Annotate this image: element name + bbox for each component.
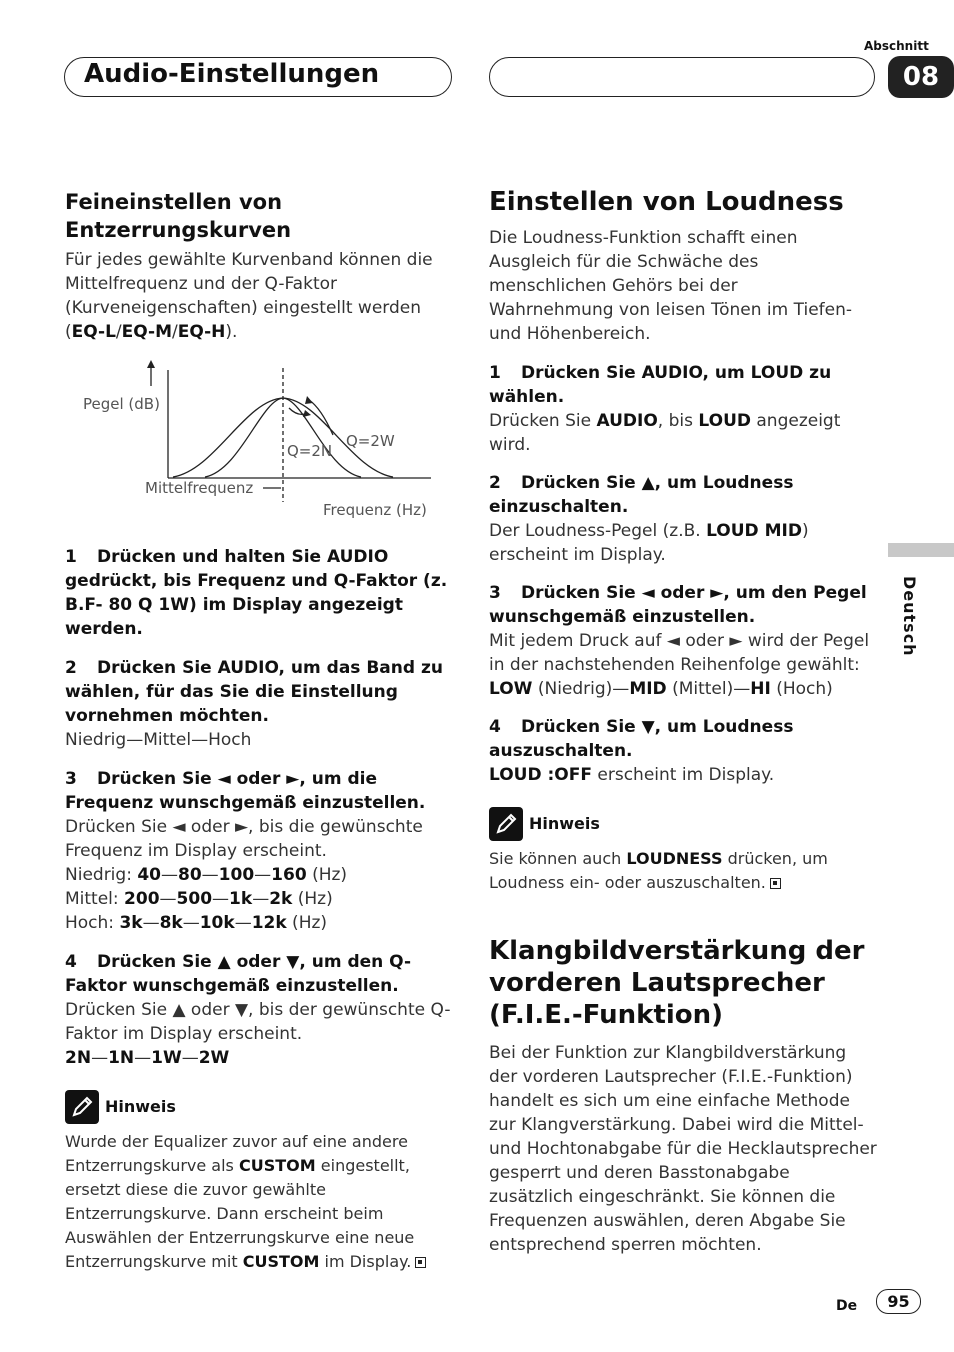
right-step-2-body — [489, 519, 879, 567]
step-title: Drücken Sie ▲, um Loudness einzuschalten. — [489, 473, 794, 517]
freq-value: 1k — [229, 889, 253, 909]
q-value: 2N — [65, 1048, 92, 1068]
left-note-header — [65, 1090, 455, 1124]
q-value: 2W — [198, 1048, 230, 1068]
q-value: 1N — [108, 1048, 135, 1068]
q2n-arrow-head — [303, 410, 311, 417]
page-number: 95 — [876, 1289, 921, 1314]
pencil-note-icon — [65, 1090, 99, 1124]
body-text: ) erscheint im Display. — [489, 521, 809, 565]
right-step-1 — [489, 361, 879, 409]
freq-row-label: Niedrig: — [65, 865, 138, 885]
end-mark-icon — [415, 1257, 426, 1268]
intro-text: Für jedes gewählte Kurvenband können die Mittelfrequenz und der Q-Faktor (Kurveneigenschaften) eingestellt werden ( — [65, 250, 433, 342]
header-blank-frame — [489, 57, 875, 97]
diagram-x-label: Frequenz (Hz) — [323, 501, 427, 519]
dash: — — [181, 1048, 199, 1068]
right-step-3-body: Mit jedem Druck auf ◄ oder ► wird der Pegel in der nachstehenden Reihenfolge gewählt: — [489, 631, 870, 675]
q-value: 1W — [151, 1048, 182, 1068]
freq-value: 10k — [199, 913, 235, 933]
fie-heading: Klangbildverstärkung der vorderen Lautsprecher (F.I.E.-Funktion) — [489, 936, 865, 1030]
dash: — — [252, 889, 270, 909]
freq-value: 8k — [159, 913, 183, 933]
language-tab-marker — [888, 543, 954, 557]
step-number: 3 — [65, 769, 77, 789]
step-title: Drücken Sie ▲ oder ▼, um den Q-Faktor wunschgemäß einzustellen. — [65, 952, 411, 996]
note-text: Wurde der Equalizer zuvor auf eine andere Entzerrungskurve als — [65, 1132, 408, 1175]
diagram-y-label: Pegel (dB) — [83, 395, 160, 413]
level-value: HI — [750, 679, 771, 699]
section-label: Abschnitt — [864, 39, 929, 53]
level-value: MID — [629, 679, 667, 699]
fie-body: Bei der Funktion zur Klangbildverstärkung der vorderen Lautsprecher (F.I.E.-Funktion) handelt es sich um eine einfache Methode zur Klangverstärkung. Dabei wird die Mittel- und Hochtonabgabe für die Hecklautsprecher gesperrt und deren Basstonabgabe zusätzlich eingeschränkt. Sie können die Frequenzen auswählen, deren Abgabe Sie entsprechend sperren möchten. — [489, 1043, 877, 1255]
step-title: Drücken Sie ◄ oder ►, um die Frequenz wunschgemäß einzustellen. — [65, 769, 426, 813]
left-step-4 — [65, 950, 455, 998]
intro-eq-h: EQ-H — [177, 322, 226, 342]
dash: — — [91, 1048, 109, 1068]
left-step-4-body: Drücken Sie ▲ oder ▼, bis der gewünschte Q-Faktor im Display erscheint. — [65, 1000, 451, 1044]
right-step-4-body — [489, 763, 879, 787]
step-title: Drücken Sie AUDIO, um LOUD zu wählen. — [489, 363, 832, 407]
level-desc: (Hoch) — [770, 679, 833, 699]
q-values-row — [65, 1046, 455, 1070]
diagram-center-label: Mittelfrequenz — [145, 479, 254, 497]
level-desc: (Niedrig)— — [532, 679, 630, 699]
dash: — — [182, 913, 200, 933]
loudness-heading: Einstellen von Loudness — [489, 187, 844, 217]
note-custom: CUSTOM — [242, 1252, 320, 1271]
note-text: im Display. — [319, 1252, 412, 1271]
left-intro — [65, 248, 455, 344]
right-step-4 — [489, 715, 829, 763]
step-title: Drücken Sie AUDIO, um das Band zu wählen, für das Sie die Einstellung vornehmen möchten. — [65, 658, 443, 726]
footer-language-code: De — [836, 1298, 858, 1314]
right-step-2 — [489, 471, 829, 519]
q2w-arrow-head — [305, 396, 313, 404]
step-title: Drücken Sie ▼, um Loudness auszuschalten. — [489, 717, 794, 761]
intro-eq-m: EQ-M — [121, 322, 173, 342]
y-arrow-head — [147, 360, 155, 368]
step-title: Drücken und halten Sie AUDIO gedrückt, bis Frequenz und Q-Faktor (z. B.F- 80 Q 1W) im Display angezeigt werden. — [65, 547, 448, 639]
level-desc: (Mittel)— — [666, 679, 751, 699]
section-number-badge: 08 — [888, 56, 954, 98]
note-text: Sie können auch — [489, 849, 627, 868]
step-number: 2 — [65, 658, 77, 678]
body-bold: LOUD — [698, 411, 751, 431]
right-step-3 — [489, 581, 879, 629]
freq-row-label: Mittel: — [65, 889, 125, 909]
left-note-text — [65, 1130, 455, 1274]
intro-sep: / — [115, 322, 122, 342]
freq-value: 12k — [251, 913, 287, 933]
intro-sep: / — [172, 322, 178, 342]
dash: — — [134, 1048, 152, 1068]
freq-value: 3k — [119, 913, 143, 933]
freq-row-label: Hoch: — [65, 913, 120, 933]
note-label: Hinweis — [529, 814, 600, 833]
diagram-q2w-label: Q=2W — [346, 432, 395, 450]
level-value: LOW — [489, 679, 533, 699]
step-number: 1 — [489, 363, 501, 383]
note-custom: CUSTOM — [238, 1156, 316, 1175]
left-heading: Feineinstellen von Entzerrungskurven — [65, 190, 292, 242]
freq-value: 160 — [271, 865, 307, 885]
eq-curve-diagram — [65, 358, 455, 533]
left-step-1 — [65, 545, 455, 641]
freq-mid-row — [65, 887, 455, 911]
dash: — — [212, 889, 230, 909]
freq-unit: (Hz) — [292, 889, 333, 909]
step-number: 4 — [489, 717, 501, 737]
note-label: Hinweis — [105, 1097, 176, 1116]
body-text: Drücken Sie — [489, 411, 597, 431]
step-number: 4 — [65, 952, 77, 972]
body-bold: LOUD MID — [706, 521, 802, 541]
end-mark-icon — [770, 878, 781, 889]
freq-value: 200 — [124, 889, 160, 909]
body-bold: LOUD :OFF — [489, 765, 592, 785]
freq-value: 80 — [178, 865, 202, 885]
freq-high-row — [65, 911, 455, 935]
note-text: eingestellt, ersetzt diese die zuvor gewählte Entzerrungskurve. Dann erscheint beim Auswählen der Entzerrungskurve eine neue Entzerrungskurve mit — [65, 1156, 415, 1271]
step-title: Drücken Sie ◄ oder ►, um den Pegel wunschgemäß einzustellen. — [489, 583, 867, 627]
freq-value: 40 — [137, 865, 161, 885]
dash: — — [201, 865, 219, 885]
body-text: Der Loudness-Pegel (z.B. — [489, 521, 707, 541]
right-note-header — [489, 807, 879, 841]
page-title: Audio-Einstellungen — [84, 59, 380, 89]
freq-value: 2k — [269, 889, 293, 909]
pencil-note-icon — [489, 807, 523, 841]
dash: — — [234, 913, 252, 933]
right-step-1-body — [489, 409, 879, 457]
dash: — — [161, 865, 178, 885]
note-loudness: LOUDNESS — [626, 849, 723, 868]
left-step-2-body: Niedrig—Mittel—Hoch — [65, 730, 252, 750]
loudness-levels-row — [489, 677, 879, 701]
right-note-text — [489, 847, 879, 895]
left-step-3 — [65, 767, 455, 815]
body-text: , bis — [657, 411, 699, 431]
step-number: 2 — [489, 473, 501, 493]
freq-value: 100 — [218, 865, 255, 885]
dash: — — [254, 865, 272, 885]
body-text: angezeigt wird. — [489, 411, 841, 455]
note-text: drücken, um Loudness ein- oder auszuschalten. — [489, 849, 828, 892]
step-number: 1 — [65, 547, 77, 567]
freq-value: 500 — [176, 889, 213, 909]
loudness-intro: Die Loudness-Funktion schafft einen Ausgleich für die Schwäche des menschlichen Gehörs bei der Wahrnehmung von leisen Tönen im Tiefen- und Höhenbereich. — [489, 228, 853, 344]
diagram-q2n-label: Q=2N — [287, 442, 333, 460]
body-bold: AUDIO — [596, 411, 658, 431]
freq-unit: (Hz) — [306, 865, 348, 885]
freq-unit: (Hz) — [286, 913, 328, 933]
left-column — [65, 188, 455, 1274]
left-step-2 — [65, 656, 455, 728]
language-tab-label: Deutsch — [900, 576, 919, 657]
dash: — — [159, 889, 177, 909]
right-column — [489, 186, 879, 1257]
freq-low-row — [65, 863, 455, 887]
left-step-3-body: Drücken Sie ◄ oder ►, bis die gewünschte Frequenz im Display erscheint. — [65, 817, 423, 861]
dash: — — [142, 913, 160, 933]
intro-eq-l: EQ-L — [71, 322, 116, 342]
intro-text-end: ). — [225, 322, 238, 342]
body-text: erscheint im Display. — [592, 765, 775, 785]
step-number: 3 — [489, 583, 501, 603]
